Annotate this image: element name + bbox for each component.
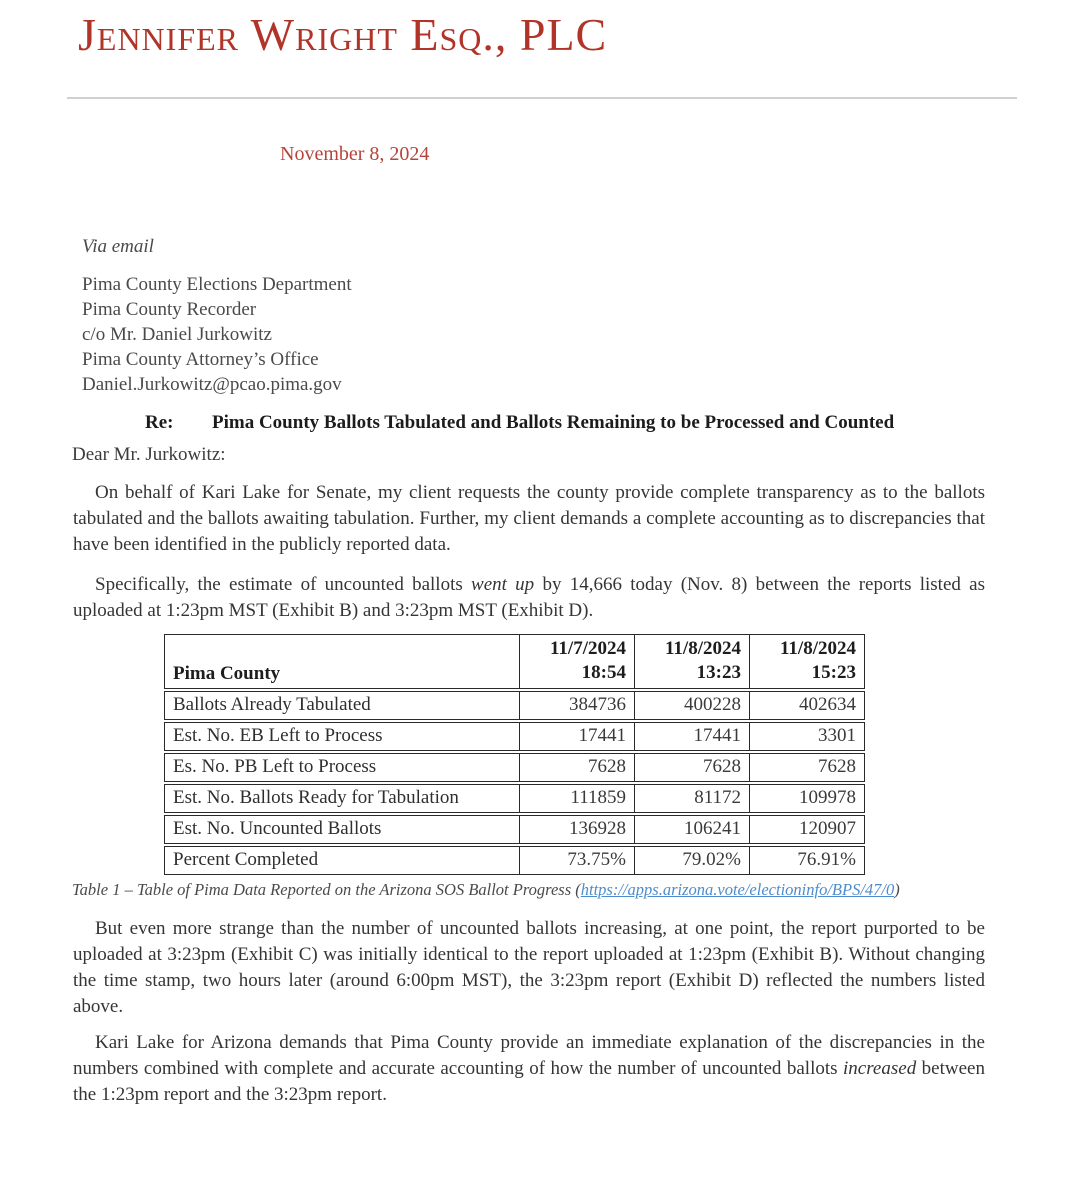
cell-value: 79.02%	[635, 846, 750, 875]
recipient-line: c/o Mr. Daniel Jurkowitz	[82, 323, 272, 345]
table-row	[164, 846, 865, 875]
row-label: Percent Completed	[164, 846, 520, 875]
paragraph-text: by 14,666 today (Nov. 8) between the reports listed as uploaded at 1:23pm MST (Exhibit B) and 3:23pm MST (Exhibit D).	[73, 573, 985, 621]
table-row	[164, 722, 865, 751]
row-label: Es. No. PB Left to Process	[164, 753, 520, 782]
emphasized-text: went up	[471, 573, 535, 595]
cell-value: 120907	[750, 815, 865, 844]
emphasized-text: increased	[843, 1057, 917, 1079]
column-date: 11/8/2024	[779, 637, 856, 659]
recipient-line: Pima County Elections Department	[82, 273, 352, 295]
cell-value: 106241	[635, 815, 750, 844]
cell-value: 81172	[635, 784, 750, 813]
cell-value: 17441	[635, 722, 750, 751]
delivery-method: Via email	[82, 235, 154, 257]
row-label: Ballots Already Tabulated	[164, 691, 520, 720]
paragraph-report-anomaly: But even more strange than the number of uncounted ballots increasing, at one point, the report purported to be uploaded at 3:23pm (Exhibit C) was initially identical to the report uploaded at 1:23pm (Exhibit B). Without changing the time stamp, two hours later (around 6:00pm MST), the 3:23pm report (Exhibit D) reflected the numbers listed above.	[73, 917, 985, 1017]
letter-date: November 8, 2024	[280, 142, 430, 165]
letterhead-divider	[67, 97, 1017, 99]
table-header-row	[164, 634, 865, 689]
paragraph-uncounted-increase	[73, 572, 985, 624]
column-date: 11/7/2024	[549, 637, 626, 659]
sos-ballot-progress-link[interactable]: https://apps.arizona.vote/electioninfo/BPS/47/0	[580, 879, 895, 899]
table-row	[164, 691, 865, 720]
salutation: Dear Mr. Jurkowitz:	[72, 443, 226, 465]
cell-value: 109978	[750, 784, 865, 813]
column-time: 15:23	[811, 661, 856, 683]
recipient-address-block	[82, 272, 1070, 397]
re-label: Re:	[145, 411, 174, 433]
paragraph-text: Kari Lake for Arizona demands that Pima County provide an immediate explanation of the discrepancies in the numbers combined with complete and accurate accounting of how the number of uncounted ballots	[73, 1031, 985, 1079]
paragraph-transparency-request: On behalf of Kari Lake for Senate, my client requests the county provide complete transparency as to the ballots tabulated and the ballots awaiting tabulation. Further, my client demands a complete accounting as to discrepancies that have been identified in the publicly reported data.	[73, 481, 985, 555]
column-time: 13:23	[696, 661, 741, 683]
cell-value: 402634	[750, 691, 865, 720]
column-header	[520, 634, 635, 689]
paragraph-text: Specifically, the estimate of uncounted ballots	[95, 573, 472, 595]
cell-value: 400228	[635, 691, 750, 720]
re-subject: Pima County Ballots Tabulated and Ballots Remaining to be Processed and Counted	[212, 411, 895, 433]
table-row	[164, 753, 865, 782]
row-label: Est. No. Ballots Ready for Tabulation	[164, 784, 520, 813]
cell-value: 7628	[520, 753, 635, 782]
column-header	[750, 634, 865, 689]
paragraph-text: between the 1:23pm report and the 3:23pm report.	[73, 1057, 985, 1105]
paragraph-demand	[73, 1030, 985, 1108]
caption-text: )	[894, 879, 900, 899]
cell-value: 3301	[750, 722, 865, 751]
column-header	[635, 634, 750, 689]
ballot-progress-table	[164, 632, 865, 877]
table-row	[164, 784, 865, 813]
re-line	[145, 409, 1070, 436]
cell-value: 76.91%	[750, 846, 865, 875]
caption-text: Table 1 – Table of Pima Data Reported on the Arizona SOS Ballot Progress (	[72, 879, 581, 899]
recipient-email: Daniel.Jurkowitz@pcao.pima.gov	[82, 373, 342, 395]
row-label: Est. No. EB Left to Process	[164, 722, 520, 751]
column-date: 11/8/2024	[664, 637, 741, 659]
row-label: Est. No. Uncounted Ballots	[164, 815, 520, 844]
recipient-line: Pima County Attorney’s Office	[82, 348, 319, 370]
table-corner-label: Pima County	[164, 634, 520, 689]
table-row	[164, 815, 865, 844]
cell-value: 7628	[750, 753, 865, 782]
cell-value: 7628	[635, 753, 750, 782]
table-caption	[72, 880, 1070, 900]
cell-value: 73.75%	[520, 846, 635, 875]
cell-value: 17441	[520, 722, 635, 751]
cell-value: 384736	[520, 691, 635, 720]
cell-value: 136928	[520, 815, 635, 844]
recipient-line: Pima County Recorder	[82, 298, 257, 320]
letterhead-firm-name: Jennifer Wright Esq., PLC	[78, 9, 608, 60]
column-time: 18:54	[581, 661, 626, 683]
cell-value: 111859	[520, 784, 635, 813]
